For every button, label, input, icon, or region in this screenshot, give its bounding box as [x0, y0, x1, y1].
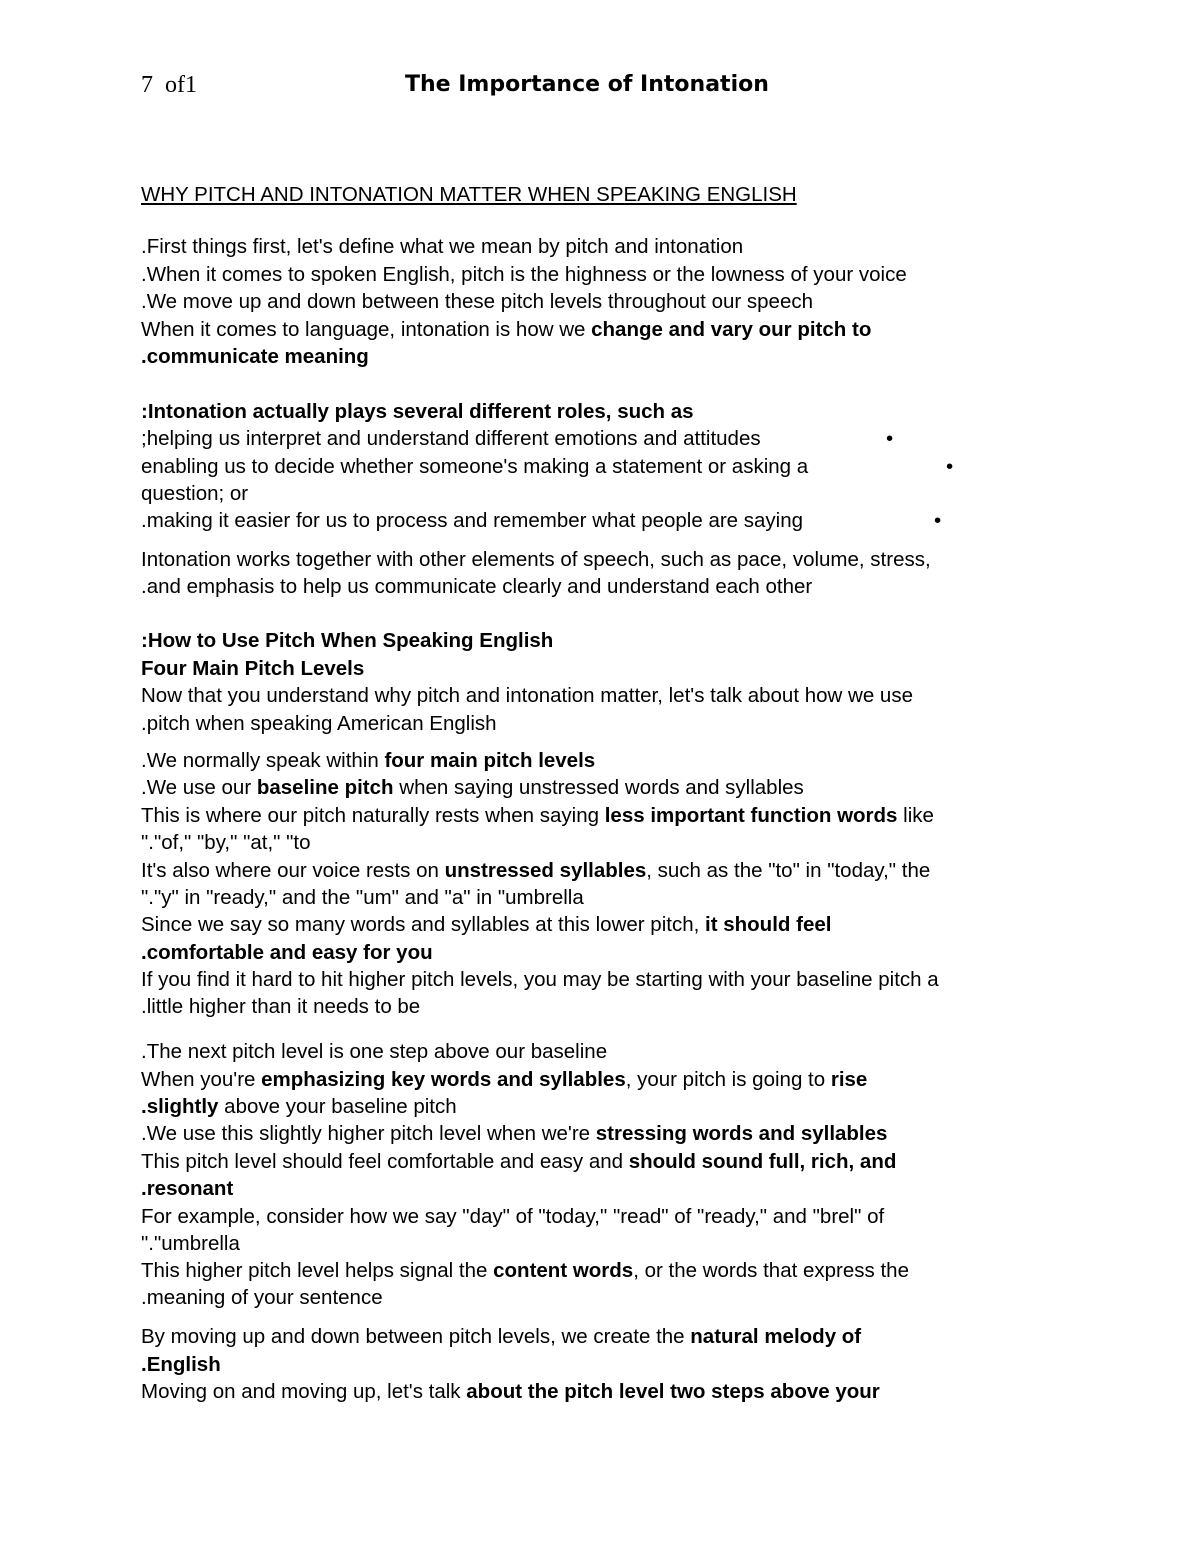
paragraph-line — [141, 775, 804, 801]
text-run: Since we say so many words and syllables at this lower pitch, — [141, 913, 706, 936]
paragraph-line — [141, 803, 934, 829]
bold-text-run: change and vary our pitch to — [591, 318, 872, 341]
paragraph-line — [141, 1258, 909, 1284]
bold-text-run: rise — [830, 1068, 868, 1091]
paragraph-line: .little higher than it needs to be — [141, 995, 421, 1018]
paragraph-line: If you find it hard to hit higher pitch levels, you may be starting with your baseline pitch a — [141, 968, 939, 991]
paragraph-line: .comfortable and easy for you — [141, 941, 433, 964]
paragraph-line — [141, 1094, 457, 1120]
paragraph-line: Intonation works together with other elements of speech, such as pace, volume, stress, — [141, 548, 931, 571]
list-item-text: question; or — [141, 482, 249, 505]
text-run: above your baseline pitch — [218, 1095, 457, 1118]
paragraph-line: .and emphasis to help us communicate clearly and understand each other — [141, 575, 813, 598]
paragraph-line — [141, 317, 871, 343]
paragraph-line: Now that you understand why pitch and intonation matter, let's talk about how we use — [141, 684, 913, 707]
paragraph-line — [141, 858, 930, 884]
bold-text-run: about the pitch level two steps above your — [466, 1380, 880, 1403]
paragraph-line: .When it comes to spoken English, pitch is the highness or the lowness of your voice — [141, 263, 907, 286]
paragraph-line: .pitch when speaking American English — [141, 712, 497, 735]
paragraph-line — [141, 1149, 896, 1175]
text-run: This higher pitch level helps signal the — [141, 1259, 494, 1282]
list-item-text: ;helping us interpret and understand different emotions and attitudes — [141, 427, 761, 450]
text-run: When you're — [141, 1068, 262, 1091]
page-number: 7 of1 — [141, 72, 197, 98]
bold-text-run: it should feel — [705, 913, 832, 936]
paragraph-line: "."umbrella — [141, 1232, 240, 1255]
paragraph-line: .The next pitch level is one step above our baseline — [141, 1040, 608, 1063]
text-run: like — [897, 804, 934, 827]
paragraph-line — [141, 1067, 867, 1093]
paragraph-line: "."y" in "ready," and the "um" and "a" in "umbrella — [141, 886, 584, 909]
text-run: .We use this slightly higher pitch level when we're — [141, 1122, 596, 1145]
bold-text-run: content words — [493, 1259, 634, 1282]
subheading: :Intonation actually plays several different roles, such as — [141, 400, 694, 423]
bold-text-run: should sound full, rich, and — [628, 1150, 897, 1173]
bold-text-run: emphasizing key words and syllables — [261, 1068, 626, 1091]
text-run: By moving up and down between pitch levels, we create the — [141, 1325, 691, 1348]
paragraph-line: "."of," "by," "at," "to — [141, 831, 311, 854]
paragraph-line — [141, 1324, 861, 1350]
bold-text-run: baseline pitch — [256, 776, 394, 799]
paragraph-line — [141, 1379, 880, 1405]
text-run: It's also where our voice rests on — [141, 859, 445, 882]
text-run: when saying unstressed words and syllables — [393, 776, 804, 799]
paragraph-line: .We move up and down between these pitch levels throughout our speech — [141, 290, 813, 313]
paragraph-line — [141, 1121, 887, 1147]
list-item-text: enabling us to decide whether someone's making a statement or asking a — [141, 455, 809, 478]
text-run: This is where our pitch naturally rests when saying — [141, 804, 605, 827]
text-run: , or the words that express the — [633, 1259, 909, 1282]
text-run: , your pitch is going to — [625, 1068, 831, 1091]
paragraph-line — [141, 748, 595, 774]
paragraph-line: .English — [141, 1353, 221, 1376]
paragraph-line: .communicate meaning — [141, 345, 369, 368]
section-heading: WHY PITCH AND INTONATION MATTER WHEN SPEAKING ENGLISH — [141, 183, 797, 206]
list-item-text: .making it easier for us to process and remember what people are saying — [141, 509, 804, 532]
text-run: .We normally speak within — [141, 749, 385, 772]
paragraph-line: .First things first, let's define what we mean by pitch and intonation — [141, 235, 744, 258]
bullet-icon: • — [934, 509, 942, 532]
paragraph-line: For example, consider how we say "day" of "today," "read" of "ready," and "brel" of — [141, 1205, 885, 1228]
subheading: Four Main Pitch Levels — [141, 657, 365, 680]
bold-text-run: .slightly — [141, 1095, 219, 1118]
bold-text-run: natural melody of — [690, 1325, 862, 1348]
text-run: , such as the "to" in "today," the — [646, 859, 931, 882]
bold-text-run: unstressed syllables — [444, 859, 647, 882]
text-run: .We use our — [141, 776, 257, 799]
document-title: The Importance of Intonation — [405, 72, 769, 97]
paragraph-line: .resonant — [141, 1177, 234, 1200]
bold-text-run: stressing words and syllables — [595, 1122, 888, 1145]
text-run: This pitch level should feel comfortable and easy and — [141, 1150, 629, 1173]
bullet-icon: • — [886, 427, 894, 450]
text-run: Moving on and moving up, let's talk — [141, 1380, 467, 1403]
bold-text-run: four main pitch levels — [384, 749, 596, 772]
paragraph-line — [141, 912, 831, 938]
paragraph-line: .meaning of your sentence — [141, 1286, 383, 1309]
bullet-icon: • — [946, 455, 954, 478]
text-run: When it comes to language, intonation is how we — [141, 318, 592, 341]
subheading: :How to Use Pitch When Speaking English — [141, 629, 554, 652]
bold-text-run: less important function words — [604, 804, 898, 827]
